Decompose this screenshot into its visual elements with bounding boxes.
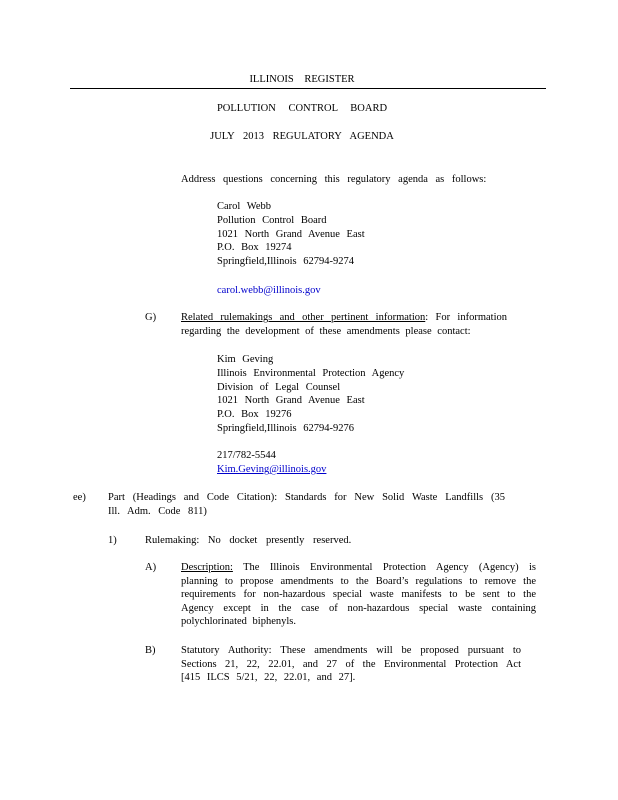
register-title: ILLINOIS REGISTER [249, 74, 355, 85]
contact2-division: Division of Legal Counsel [217, 381, 341, 393]
section-ee-text: Part (Headings and Code Citation): Standards for New Solid Waste Landfills (35 Ill. Adm. Code 811) [108, 492, 505, 517]
contact-intro: Address questions concerning this regulatory agenda as follows: [181, 174, 487, 185]
contact2-email-link[interactable]: Kim.Geving@illinois.gov [217, 464, 327, 475]
section-g-body: : For information regarding the development of these amendments please contact: [181, 312, 508, 337]
contact2-street: 1021 North Grand Avenue East [217, 395, 365, 407]
section-g-heading: Related rulemakings and other pertinent information [181, 312, 426, 323]
agenda-title: JULY 2013 REGULATORY AGENDA [210, 131, 394, 142]
item-1-marker: 1) [108, 535, 117, 546]
agency-name: POLLUTION CONTROL BOARD [216, 103, 388, 114]
contact1-pobox: P.O. Box 19274 [217, 242, 292, 254]
contact1-street: 1021 North Grand Avenue East [217, 228, 365, 240]
contact1-email-link[interactable]: carol.webb@illinois.gov [217, 285, 321, 296]
header-divider [70, 88, 546, 89]
contact2-phone: 217/782-5544 [217, 450, 276, 461]
contact1-city: Springfield,Illinois 62794-9274 [217, 256, 354, 268]
item-a-body: The Illinois Environmental Protection Agency (Agency) is planning to propose amendments to the Board’s regulations to remove the requirements for non-hazardous special waste manifests to be sent to the Agency except in the case of non-hazardous special waste containing polychlorinated biphenyls. [181, 562, 536, 627]
item-a-marker: A) [145, 562, 157, 573]
contact2-name: Kim Geving [217, 354, 274, 365]
contact2-pobox: P.O. Box 19276 [217, 409, 292, 421]
section-g-marker: G) [145, 312, 157, 323]
item-a-heading: Description: [181, 562, 233, 573]
contact1-org: Pollution Control Board [217, 214, 327, 226]
contact1-name: Carol Webb [217, 201, 271, 212]
item-1-text: Rulemaking: No docket presently reserved. [145, 535, 352, 546]
section-ee-marker: ee) [73, 492, 86, 503]
contact-block-1 [217, 200, 365, 269]
item-b-text: Statutory Authority: These amendments will be proposed pursuant to Sections 21, 22, 22.01, and 27 of the Environmental Protection Act [415 ILCS 5/21, 22, 22.01, and 27]. [181, 645, 521, 683]
item-b-marker: B) [145, 645, 156, 656]
item-a-text [181, 561, 536, 629]
contact-block-2 [217, 353, 404, 436]
contact2-org: Illinois Environmental Protection Agency [217, 367, 405, 379]
contact2-city: Springfield,Illinois 62794-9276 [217, 422, 354, 434]
section-g-text [181, 311, 507, 338]
